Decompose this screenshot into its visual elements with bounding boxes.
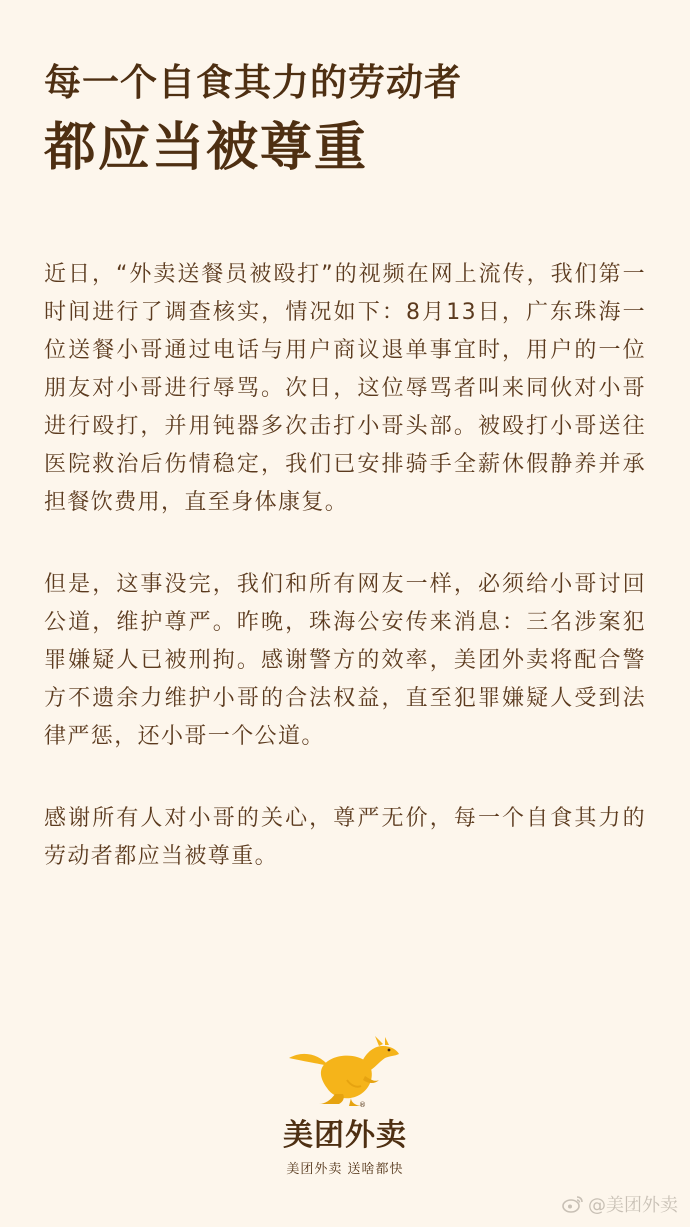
brand-logo: [0, 1036, 690, 1177]
weibo-watermark: [562, 1191, 678, 1217]
headline-line-2: 都应当被尊重: [44, 118, 369, 178]
paragraph-1: 近日，“外卖送餐员被殴打”的视频在网上流传，我们第一时间进行了调查核实，情况如下：8月13日，广东珠海一位送餐小哥通过电话与用户商议退单事宜时，用户的一位朋友对小哥进行辱骂。次日，这位辱骂者叫来同伙对小哥进行殴打，并用钝器多次击打小哥头部。被殴打小哥送往医院救治后伤情稳定，我们已安排骑手全薪休假静养并承担餐饮费用，直至身体康复。: [44, 262, 646, 515]
paragraph-2: 但是，这事没完，我们和所有网友一样，必须给小哥讨回公道，维护尊严。昨晚，珠海公安传来消息：三名涉案犯罪嫌疑人已被刑拘。感谢警方的效率，美团外卖将配合警方不遗余力维护小哥的合法权益，直至犯罪嫌疑人受到法律严惩，还小哥一个公道。: [44, 572, 646, 749]
kangaroo-logo-icon: [285, 1036, 405, 1108]
watermark-text: @美团外卖: [588, 1195, 678, 1216]
statement-body: [44, 256, 646, 920]
brand-slogan: 美团外卖 送啥都快: [286, 1162, 404, 1177]
weibo-icon: [562, 1195, 584, 1213]
headline-line-1: 每一个自食其力的劳动者: [44, 61, 462, 104]
registered-mark: ®: [359, 1101, 366, 1108]
paragraph-3: 感谢所有人对小哥的关心，尊严无价，每一个自食其力的劳动者都应当被尊重。: [44, 806, 646, 869]
brand-name: 美团外卖: [283, 1118, 407, 1153]
headline: [44, 58, 462, 182]
